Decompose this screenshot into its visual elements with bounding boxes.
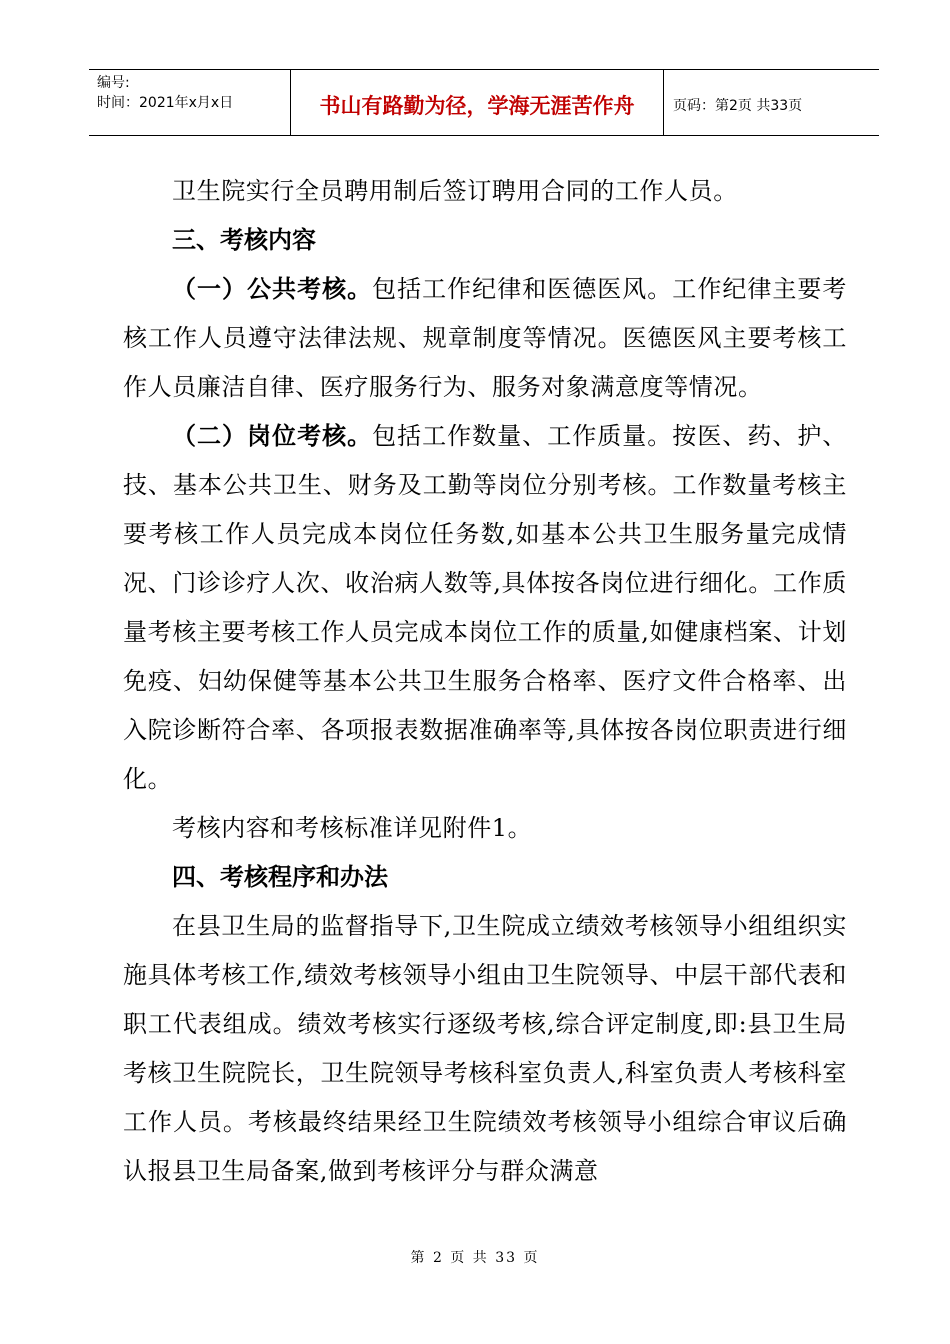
section-heading-3: 三、考核内容 — [172, 226, 316, 254]
time-label: 时间：2021年x月x日 — [97, 95, 234, 111]
paragraph-position-assessment — [123, 412, 847, 804]
paragraph-1: 卫生院实行全员聘用制后签订聘用合同的工作人员。 — [172, 177, 738, 205]
page-header — [89, 69, 879, 136]
paragraph-public-assessment — [123, 265, 847, 412]
section-heading-4: 四、考核程序和办法 — [172, 863, 388, 891]
paragraph-attachment-note: 考核内容和考核标准详见附件1。 — [172, 814, 533, 842]
number-label: 编号: — [97, 75, 130, 91]
paragraph-text: 包括工作数量、工作质量。按医、药、护、技、基本公共卫生、财务及工勤等岗位分别考核。工作数量考核主要考核工作人员完成本岗位任务数,如基本公共卫生服务量完成情况、门诊诊疗人次、收治病人数等,具体按各岗位进行细化。工作质量考核主要考核工作人员完成本岗位工作的质量,如健康档案、计划免疫、妇幼保健等基本公共卫生服务合格率、医疗文件合格率、出入院诊断符合率、各项报表数据准确率等,具体按各岗位职责进行细化。 — [123, 422, 847, 793]
paragraph-lead: （一）公共考核。 — [172, 275, 373, 303]
header-motto: 书山有路勤为径，学海无涯苦作舟 — [290, 70, 664, 135]
paragraph-lead: （二）岗位考核。 — [172, 422, 373, 450]
document-body — [123, 167, 847, 1196]
paragraph-text: 包括工作纪律和医德医风。工作纪律主要考核工作人员遵守法律法规、规章制度等情况。医德医风主要考核工作人员廉洁自律、医疗服务行为、服务对象满意度等情况。 — [123, 275, 847, 401]
paragraph-procedure: 在县卫生局的监督指导下,卫生院成立绩效考核领导小组组织实施具体考核工作,绩效考核领导小组由卫生院领导、中层干部代表和职工代表组成。绩效考核实行逐级考核,综合评定制度,即:县卫生局考核卫生院院长，卫生院领导考核科室负责人,科室负责人考核科室工作人员。考核最终结果经卫生院绩效考核领导小组综合审议后确认报县卫生局备案,做到考核评分与群众满意 — [123, 912, 847, 1185]
header-page-info: 页码：第2页 共33页 — [673, 97, 803, 114]
page-footer: 第 2 页 共 33 页 — [410, 1250, 540, 1266]
header-meta — [89, 70, 290, 135]
